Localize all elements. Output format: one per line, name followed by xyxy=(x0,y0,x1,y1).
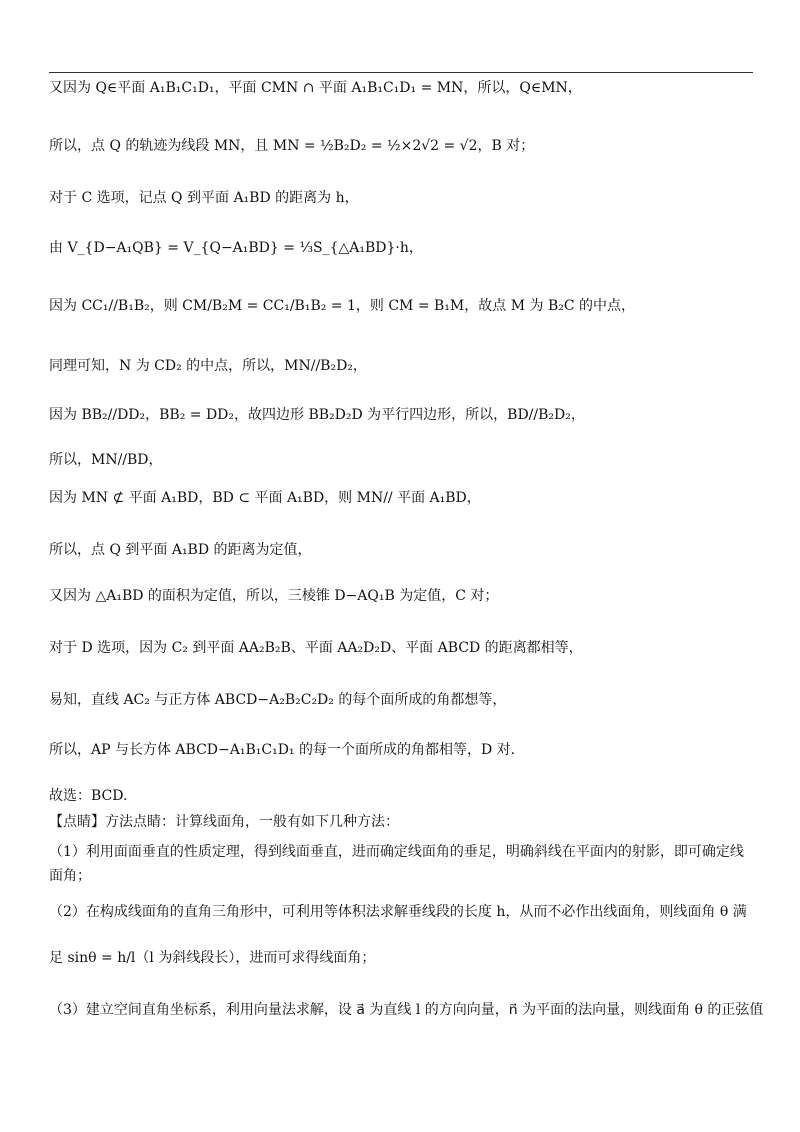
text-line: 所以，MN//BD， xyxy=(49,452,163,468)
text-line: 所以，AP 与长方体 ABCD−A₁B₁C₁D₁ 的每一个面所成的角都相等，D 对. xyxy=(49,742,516,758)
text-line: 因为 MN ⊄ 平面 A₁BD，BD ⊂ 平面 A₁BD，则 MN// 平面 A₁BD， xyxy=(49,490,481,506)
text-line: 又因为 Q∈平面 A₁B₁C₁D₁，平面 CMN ∩ 平面 A₁B₁C₁D₁ = MN，所以，Q∈MN， xyxy=(49,80,582,96)
text-line: 故选：BCD. xyxy=(49,788,128,804)
text-line: 因为 BB₂//DD₂，BB₂ = DD₂，故四边形 BB₂D₂D 为平行四边形，所以，BD//B₂D₂， xyxy=(49,407,585,423)
text-line: 由 V_{D−A₁QB} = V_{Q−A₁BD} = ⅓S_{△A₁BD}·h， xyxy=(49,240,423,256)
method-item-3: （3）建立空间直角坐标系，利用向量法求解，设 a⃗ 为直线 l 的方向向量，n⃗ 为平面的法向量，则线面角 θ 的正弦值 xyxy=(49,1002,764,1018)
text-line: 所以，点 Q 到平面 A₁BD 的距离为定值， xyxy=(49,542,312,558)
method-heading: 【点睛】方法点睛：计算线面角，一般有如下几种方法： xyxy=(49,814,399,830)
text-line: 又因为 △A₁BD 的面积为定值，所以，三棱锥 D−AQ₁B 为定值，C 对； xyxy=(49,588,499,604)
method-item-1: （1）利用面面垂直的性质定理，得到线面垂直，进而确定线面角的垂足，明确斜线在平面内的射影，即可确定线面角； xyxy=(49,844,744,884)
text-line: 因为 CC₁//B₁B₂，则 CM/B₂M = CC₁/B₁B₂ = 1，则 CM = B₁M，故点 M 为 B₂C 的中点， xyxy=(49,298,636,314)
text-line: 所以，点 Q 的轨迹为线段 MN，且 MN = ½B₂D₂ = ½×2√2 = √2，B 对； xyxy=(49,138,535,154)
text-line: 对于 C 选项，记点 Q 到平面 A₁BD 的距离为 h， xyxy=(49,190,359,206)
method-item-2: （2）在构成线面角的直角三角形中，可利用等体积法求解垂线段的长度 h，从而不必作出线面角，则线面角 θ 满 xyxy=(49,904,747,920)
method-item-2-cont: 足 sinθ = h/l（l 为斜线段长），进而可求得线面角； xyxy=(49,950,376,966)
text-line: 易知，直线 AC₂ 与正方体 ABCD−A₂B₂C₂D₂ 的每个面所成的角都想等， xyxy=(49,692,507,708)
header-rule xyxy=(49,72,753,73)
text-line: 对于 D 选项，因为 C₂ 到平面 AA₂B₂B、平面 AA₂D₂D、平面 ABCD 的距离都相等， xyxy=(49,640,583,656)
text-line: 同理可知，N 为 CD₂ 的中点，所以，MN//B₂D₂， xyxy=(49,358,367,374)
